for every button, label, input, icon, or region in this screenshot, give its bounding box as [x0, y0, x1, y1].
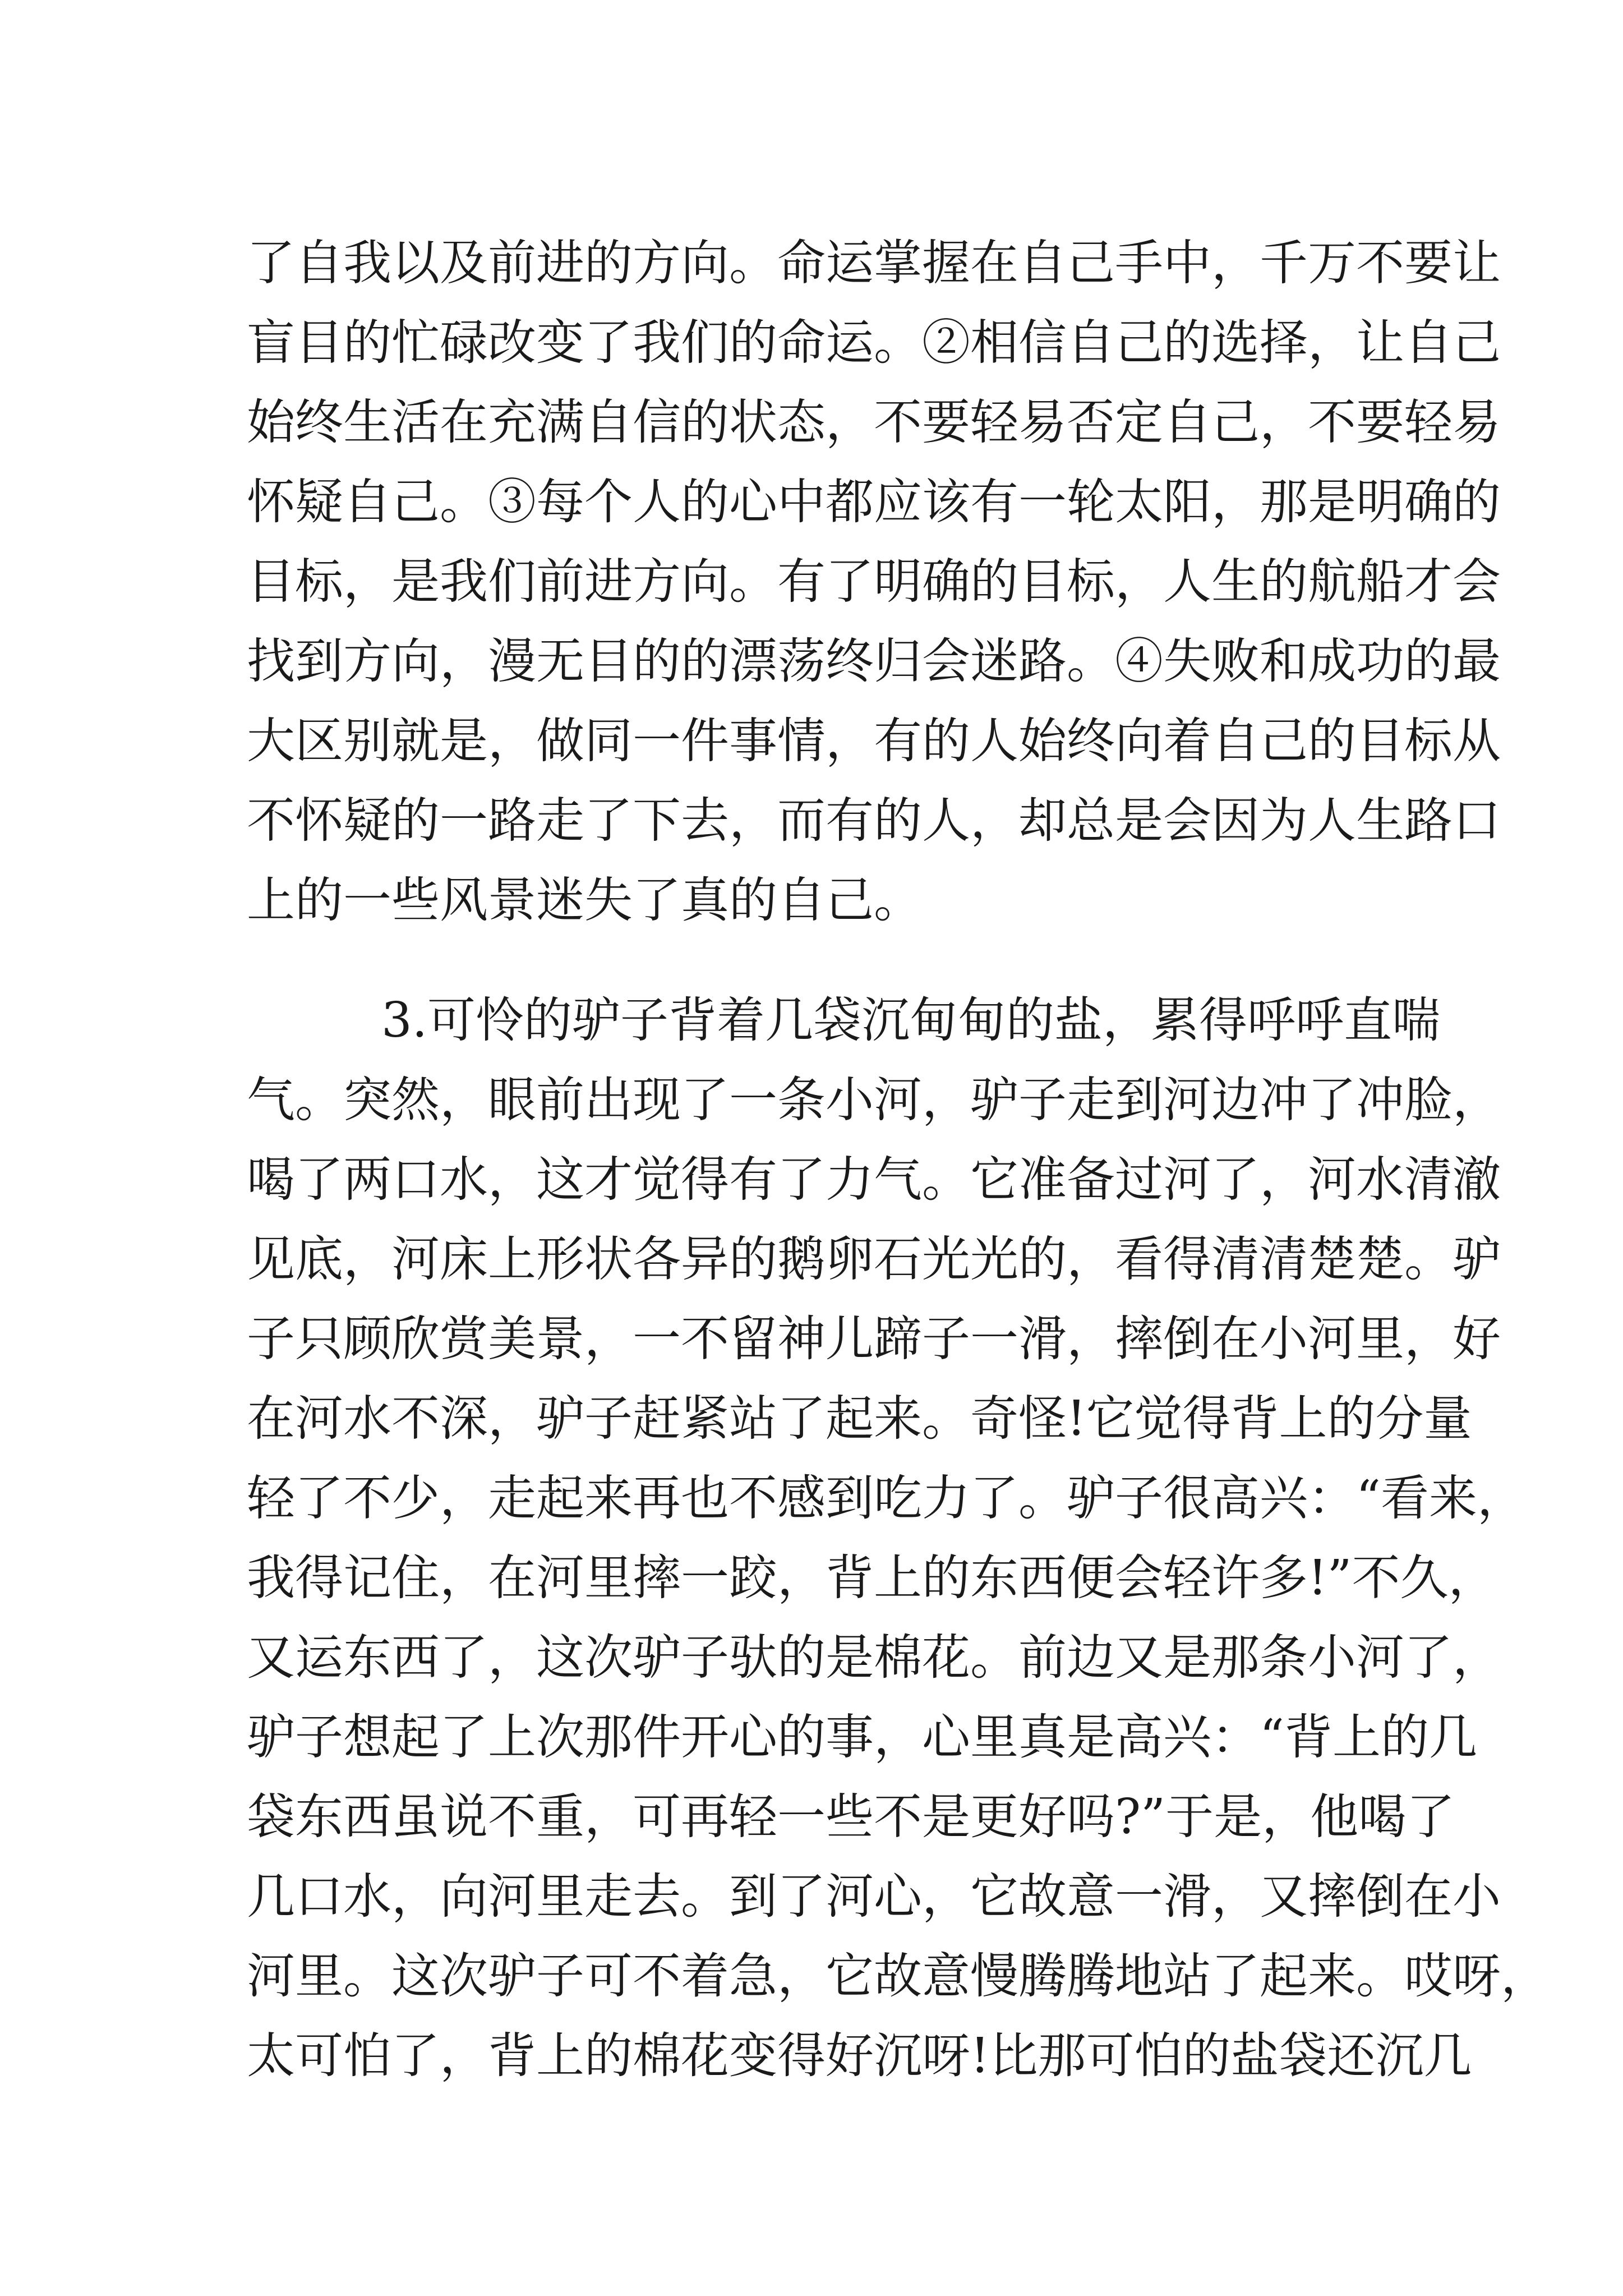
- paragraph-line: 上的一些风景迷失了真的自己。: [247, 872, 922, 928]
- paragraph-line: 河里。这次驴子可不着急，它故意慢腾腾地站了起来。哎呀，: [247, 1948, 1549, 2004]
- paragraph-line: 盲目的忙碌改变了我们的命运。②相信自己的选择，让自己: [247, 315, 1501, 371]
- paragraph-line: 始终生活在充满自信的状态，不要轻易否定自己，不要轻易: [247, 394, 1501, 450]
- paragraph-line: 大区别就是，做同一件事情，有的人始终向着自己的目标从: [247, 713, 1501, 769]
- paragraph-line: 袋东西虽说不重，可再轻一些不是更好吗?”于是，他喝了: [247, 1789, 1455, 1845]
- paragraph-line: 我得记住，在河里摔一跤，背上的东西便会轻许多!”不久，: [247, 1550, 1497, 1606]
- paragraph-line: 3.可怜的驴子背着几袋沉甸甸的盐，累得呼呼直喘: [381, 992, 1441, 1048]
- paragraph-2: [247, 981, 1549, 2096]
- paragraph-line: 不怀疑的一路走了下去，而有的人，却总是会因为人生路口: [247, 793, 1501, 849]
- paragraph-line: 气。突然，眼前出现了一条小河，驴子走到河边冲了冲脸，: [247, 1072, 1501, 1128]
- paragraph-line: 喝了两口水，这才觉得有了力气。它准备过河了，河水清澈: [247, 1152, 1501, 1208]
- paragraph-line: 见底，河床上形状各异的鹅卵石光光的，看得清清楚楚。驴: [247, 1231, 1501, 1287]
- paragraph-line: 了自我以及前进的方向。命运掌握在自己手中，千万不要让: [247, 235, 1501, 291]
- paragraph-line: 目标，是我们前进方向。有了明确的目标，人生的航船才会: [247, 554, 1501, 610]
- paragraph-line: 驴子想起了上次那件开心的事，心里真是高兴：“背上的几: [247, 1709, 1477, 1765]
- paragraph-line: 找到方向，漫无目的的漂荡终归会迷路。④失败和成功的最: [247, 633, 1501, 689]
- paragraph-line: 太可怕了，背上的棉花变得好沉呀!比那可怕的盐袋还沉几: [247, 2028, 1472, 2084]
- paragraph-line: 怀疑自己。③每个人的心中都应该有一轮太阳，那是明确的: [247, 474, 1501, 530]
- paragraph-line: 轻了不少，走起来再也不感到吃力了。驴子很高兴：“看来，: [247, 1470, 1525, 1526]
- paragraph-1: [247, 223, 1501, 940]
- paragraph-line: 几口水，向河里走去。到了河心，它故意一滑，又摔倒在小: [247, 1869, 1501, 1925]
- paragraph-line: 子只顾欣赏美景，一不留神儿蹄子一滑，摔倒在小河里，好: [247, 1311, 1501, 1367]
- paragraph-line: 又运东西了，这次驴子驮的是棉花。前边又是那条小河了，: [247, 1630, 1501, 1686]
- paragraph-line: 在河水不深，驴子赶紧站了起来。奇怪!它觉得背上的分量: [247, 1391, 1472, 1447]
